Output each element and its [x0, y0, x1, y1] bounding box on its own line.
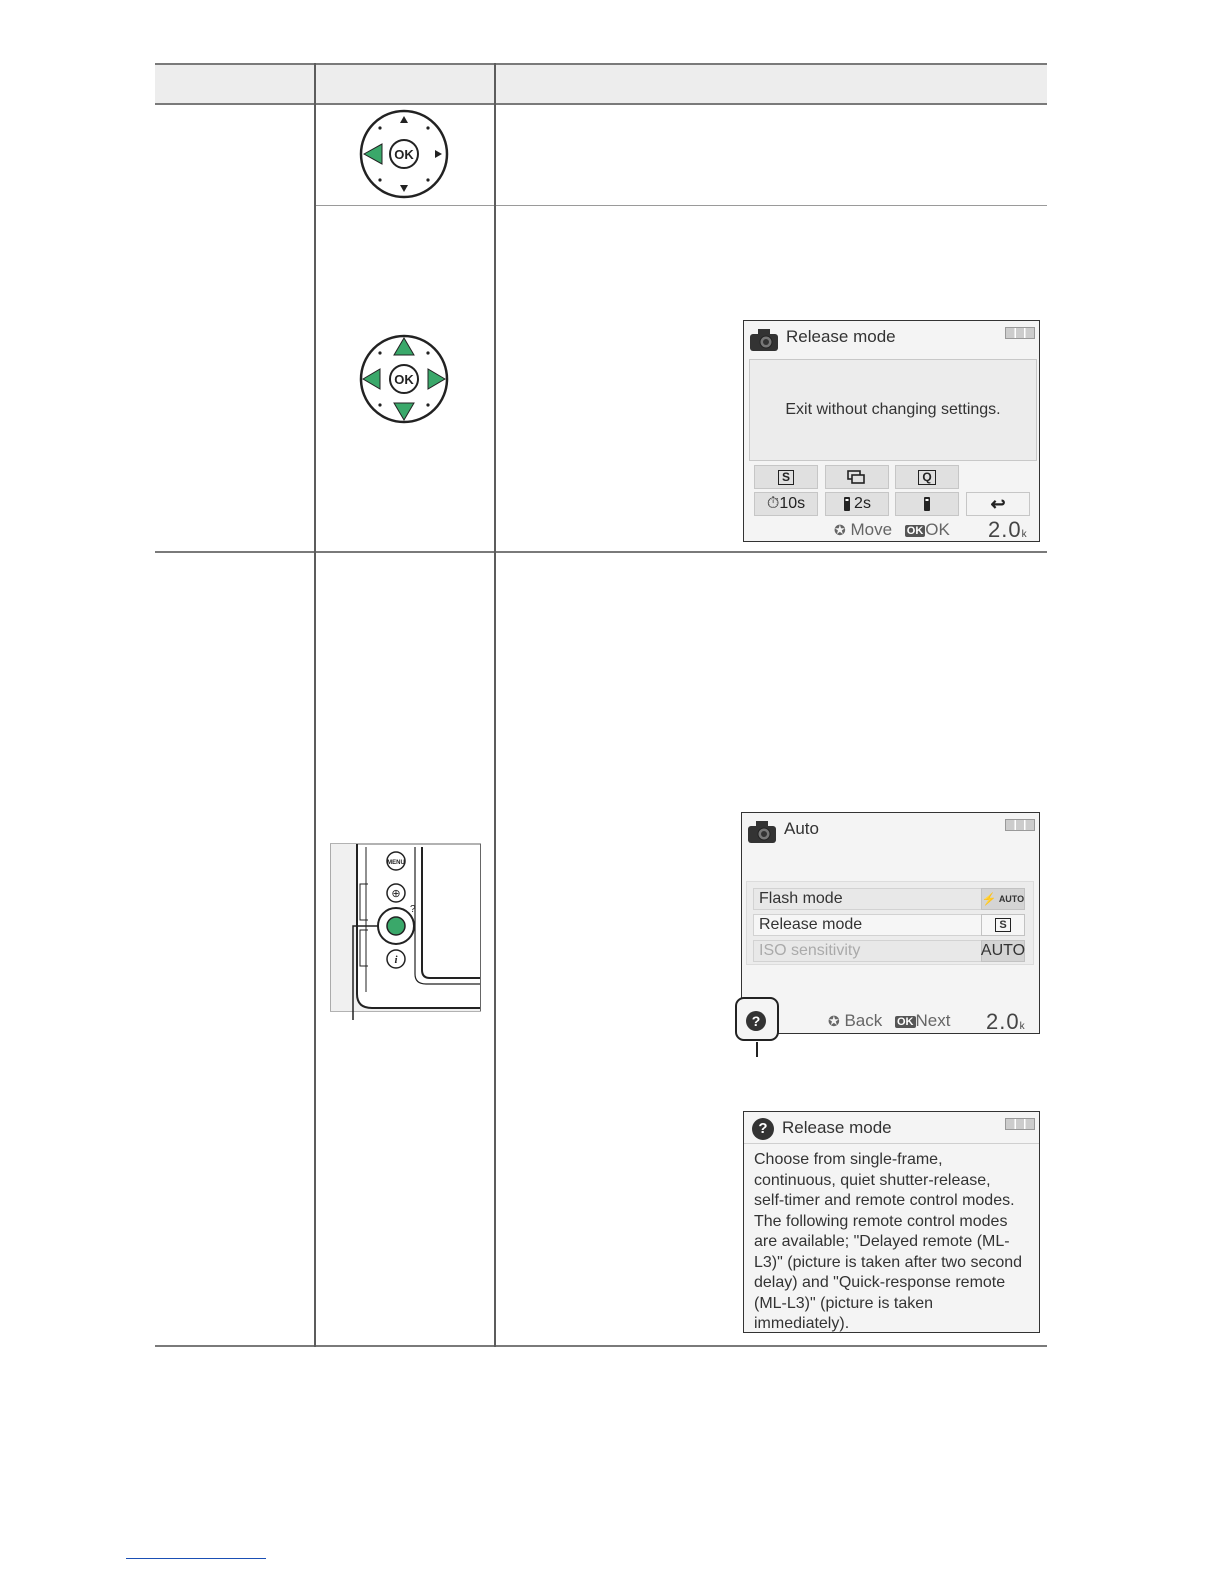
settings-list [746, 881, 1034, 965]
screen-title: Release mode [786, 327, 896, 346]
multi-selector-all-icon [358, 333, 450, 425]
svg-text:OK: OK [394, 147, 414, 162]
header-rule [155, 103, 1047, 105]
iso-sensitivity-value: AUTO [981, 940, 1025, 962]
screen-title: Auto [784, 819, 819, 838]
help-body-text: Choose from single-frame, continuous, quiet shutter-release, self-timer and remote control modes. The following remote control modes are available; "Delayed remote (ML-L3)" (picture is taken after two second delay) and "Quick-response remote (ML-L3)" (picture is taken immediately). [754, 1151, 1023, 1332]
camera-back-buttons-illustration [330, 842, 482, 1020]
battery-icon [1005, 327, 1035, 339]
frames-remaining: 2.0k [988, 517, 1028, 542]
multi-selector-mini-icon: ✪ [834, 522, 846, 538]
release-delayed-remote-button[interactable]: 2s [825, 492, 889, 516]
screen-message: Exit without changing settings. [749, 359, 1037, 461]
auto-screen [741, 812, 1040, 1034]
help-icon[interactable]: ? [746, 1011, 766, 1031]
row1-rule [155, 551, 1047, 553]
iso-sensitivity-row[interactable]: ISO sensitivity [753, 940, 1025, 962]
row1a-rule [315, 205, 1047, 206]
svg-text:⊕: ⊕ [391, 888, 401, 900]
svg-text:i: i [394, 954, 398, 966]
release-mode-screen [743, 320, 1040, 542]
column-divider-1 [314, 63, 316, 1347]
release-single-frame-button[interactable]: S [754, 465, 818, 489]
remote-icon [923, 496, 931, 512]
release-mode-row[interactable]: Release mode [753, 914, 1025, 936]
flash-mode-value: ⚡ AUTO [981, 888, 1025, 910]
battery-icon [1005, 819, 1035, 831]
table-header [155, 63, 1047, 103]
battery-icon [1005, 1118, 1035, 1130]
flash-mode-row[interactable]: Flash mode [753, 888, 1025, 910]
title-divider [744, 1143, 1039, 1144]
footer-rule [126, 1558, 266, 1559]
release-self-timer-button[interactable]: ⏱10s [754, 492, 818, 516]
multi-selector-mini-icon: ✪ [828, 1013, 840, 1029]
release-exit-button[interactable]: ↩ [966, 492, 1030, 516]
continuous-icon [847, 470, 867, 484]
screen-footer: ✪ Back OK Next [828, 1011, 951, 1030]
multi-selector-left-icon [358, 108, 450, 200]
release-quick-remote-button[interactable] [895, 492, 959, 516]
camera-icon [748, 325, 782, 353]
svg-text:OK: OK [394, 372, 414, 387]
table-bottom-rule [155, 1345, 1047, 1347]
release-continuous-button[interactable] [825, 465, 889, 489]
release-mode-help-screen [743, 1111, 1040, 1333]
screen-title: Release mode [782, 1118, 892, 1137]
column-divider-2 [494, 63, 496, 1347]
help-callout-line [756, 1042, 758, 1057]
screen-footer: ✪ Move OK OK [834, 520, 950, 539]
svg-text:MENU: MENU [387, 860, 405, 866]
help-icon: ? [752, 1118, 774, 1140]
release-quiet-button[interactable]: Q [895, 465, 959, 489]
frames-remaining: 2.0k [986, 1009, 1026, 1034]
release-mode-value: S [981, 914, 1025, 936]
remote-icon [843, 496, 851, 512]
svg-text:?: ? [410, 904, 416, 915]
camera-icon [746, 817, 780, 845]
table-top-rule [155, 63, 1047, 65]
